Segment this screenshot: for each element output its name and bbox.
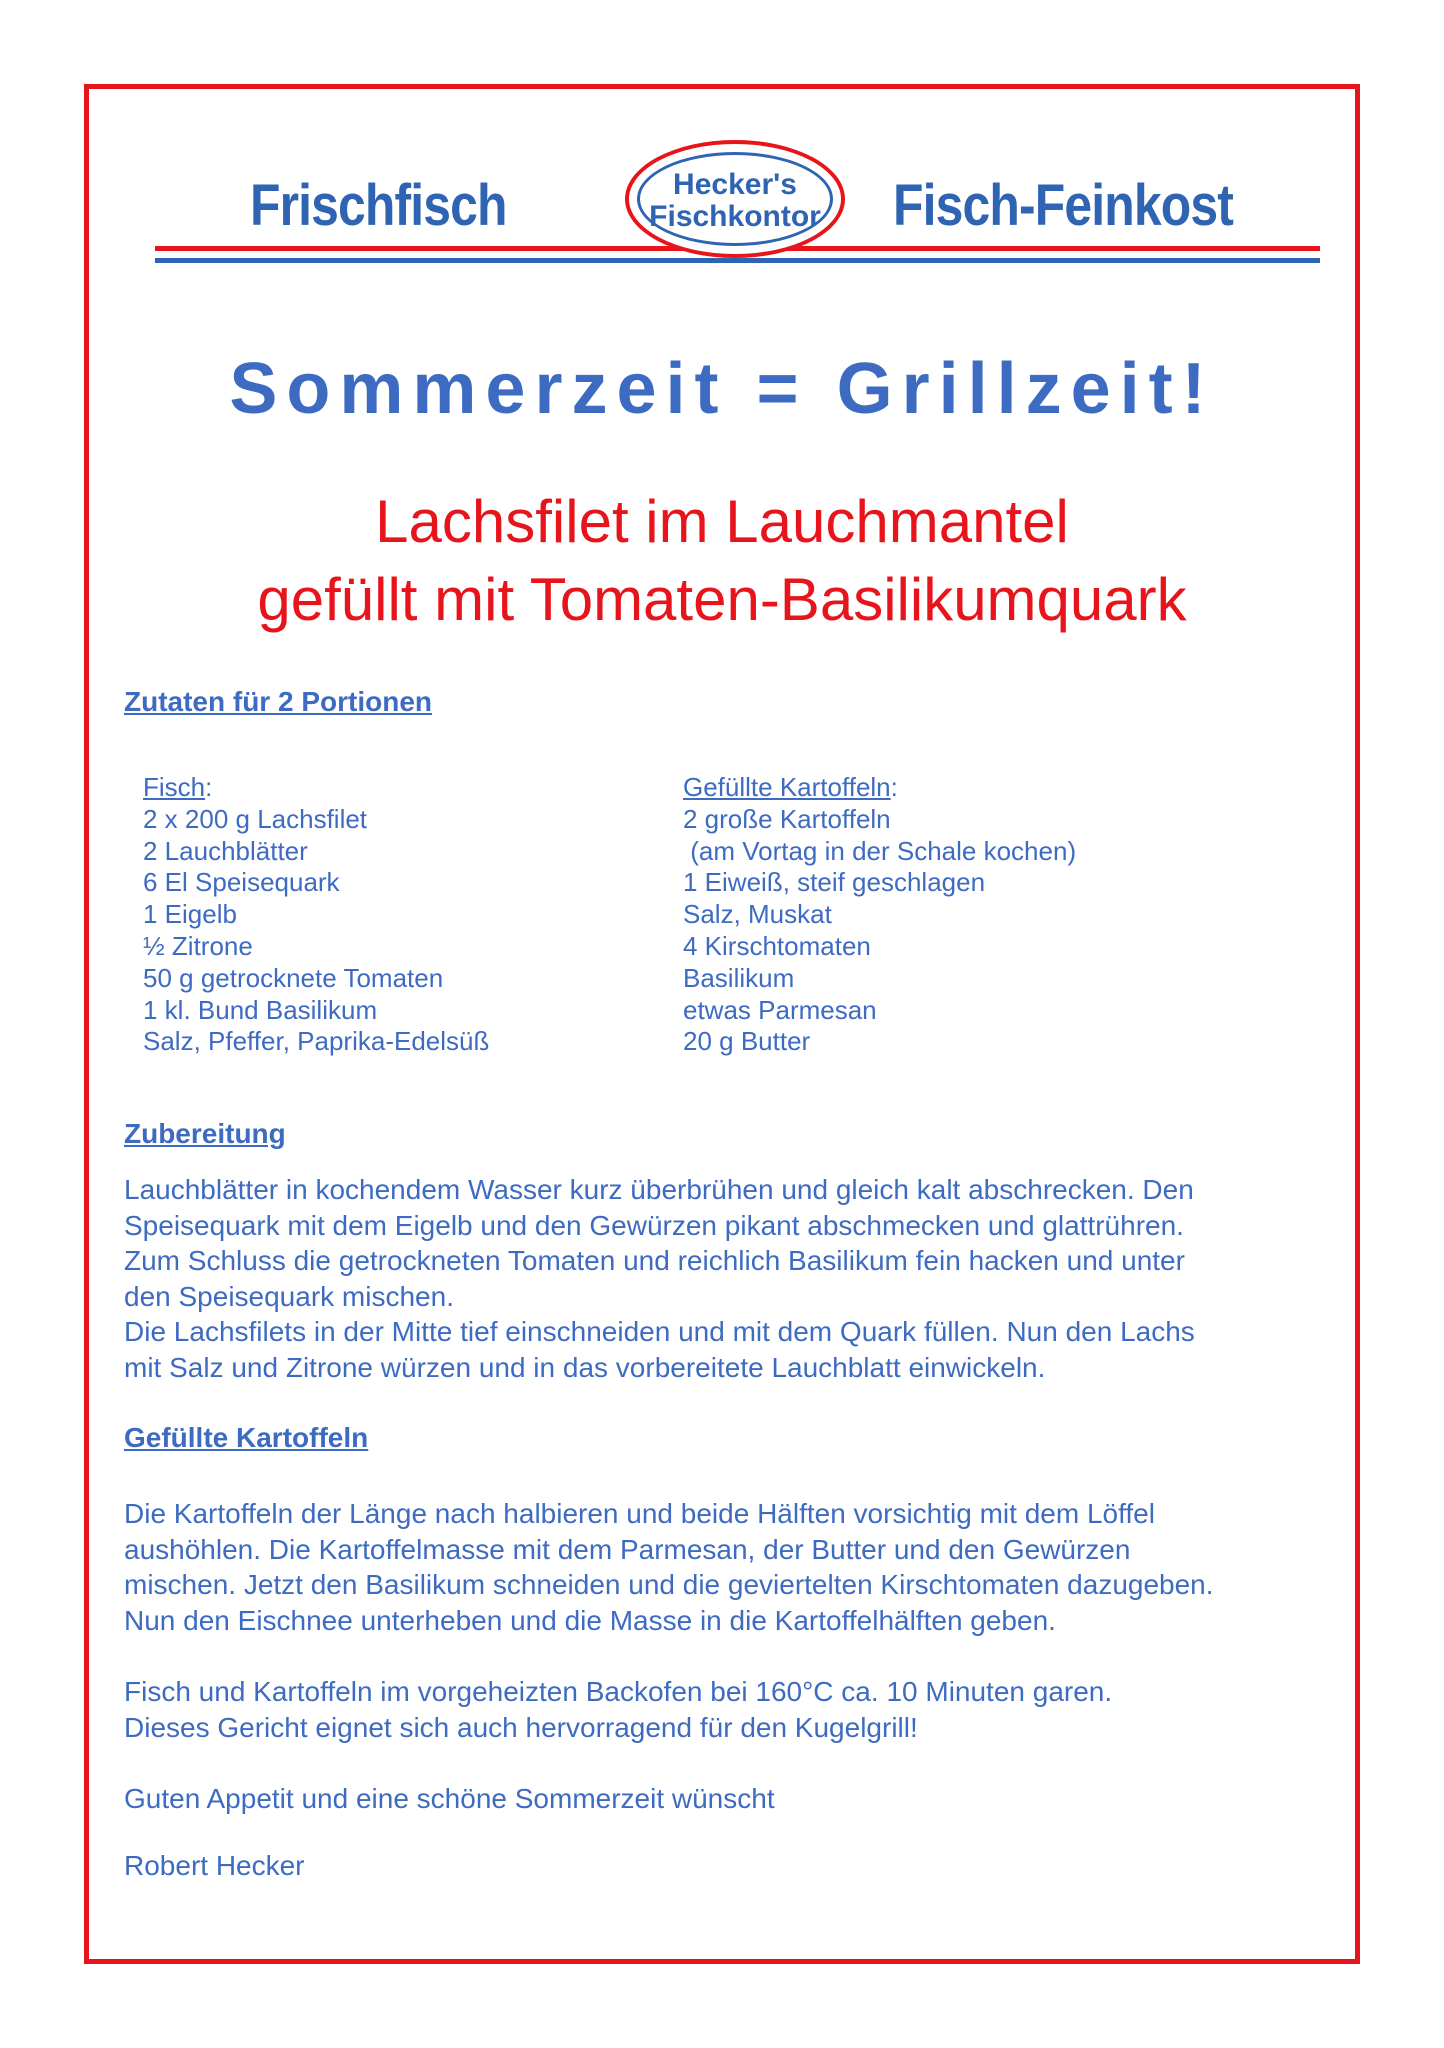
text-line: Fisch und Kartoffeln im vorgeheizten Backofen bei 160°C ca. 10 Minuten garen. [124,1676,1113,1707]
ingredient-item: etwas Parmesan [683,994,877,1025]
logo-line-1: Hecker's [673,168,797,201]
ingredient-item: ½ Zitrone [143,930,253,961]
ingredient-item: Basilikum [683,962,795,993]
fish-ingredients [143,772,489,1058]
ingredient-item: 1 kl. Bund Basilikum [143,994,378,1025]
header-stripe-blue [155,258,1320,263]
potatoes-text [124,1496,1344,1638]
ingredient-item: 6 El Speisequark [143,867,340,898]
header-right-word: Fisch-Feinkost [893,173,1233,238]
ingredient-item: 1 Eiweiß, steif geschlagen [683,867,986,898]
ingredient-item: 2 Lauchblätter [143,835,308,866]
ingredient-item: 4 Kirschtomaten [683,930,871,961]
ingredient-item: 50 g getrocknete Tomaten [143,962,444,993]
text-line: Dieses Gericht eignet sich auch hervorragend für den Kugelgrill! [124,1711,918,1743]
potato-ingredients-label: Gefüllte Kartoffeln: [683,772,898,802]
text-line: Nun den Eischnee unterheben und die Masse in die Kartoffelhälften geben. [124,1604,1056,1636]
preparation-heading: Zubereitung [124,1118,286,1149]
text-line: Zum Schluss die getrockneten Tomaten und reichlich Basilikum fein hacken und unter [124,1245,1185,1276]
text-line: Die Kartoffeln der Länge nach halbieren und beide Hälften vorsichtig mit dem Löffel [124,1498,1155,1529]
headline: Sommerzeit = Grillzeit! [229,349,1215,429]
company-logo [625,140,845,258]
text-line: mischen. Jetzt den Basilikum schneiden und die geviertelten Kirschtomaten dazugeben. [124,1569,1214,1600]
closing-line: Guten Appetit und eine schöne Sommerzeit wünscht [124,1783,775,1814]
cooking-text [124,1674,1344,1745]
header-banner [155,134,1320,274]
logo-line-2: Fischkontor [649,200,821,233]
ingredient-item: 2 große Kartoffeln [683,803,891,834]
ingredient-item: 2 x 200 g Lachsfilet [143,803,368,834]
ingredient-item: 1 Eigelb [143,899,237,930]
signature-name: Robert Hecker [124,1850,305,1881]
text-line: Speisequark mit dem Eigelb und den Gewürzen pikant abschmecken und glattrühren. [124,1209,1184,1241]
recipe-title-line-1: Lachsfilet im Lauchmantel [375,488,1069,555]
text-line: aushöhlen. Die Kartoffelmasse mit dem Parmesan, der Butter und den Gewürzen [124,1533,1131,1565]
signature [124,1848,1344,1884]
text-line: Die Lachsfilets in der Mitte tief einschneiden und mit dem Quark füllen. Nun den Lachs [124,1316,1195,1347]
potatoes-heading: Gefüllte Kartoffeln [124,1422,369,1453]
fish-ingredients-label: Fisch: [143,772,213,802]
closing-text [124,1781,1344,1817]
text-line: Lauchblätter in kochendem Wasser kurz überbrühen und gleich kalt abschrecken. Den [124,1174,1194,1205]
ingredient-item: (am Vortag in der Schale kochen) [683,835,1077,866]
potato-ingredients [683,772,1076,1058]
ingredient-item: Salz, Muskat [683,899,832,930]
header-left-word: Frischfisch [250,173,507,238]
ingredient-item: Salz, Pfeffer, Paprika-Edelsüß [143,1026,490,1057]
fish-label-text: Fisch [143,772,206,802]
ingredients-heading: Zutaten für 2 Portionen [124,686,432,717]
text-line: den Speisequark mischen. [124,1280,454,1312]
ingredient-item: 20 g Butter [683,1026,811,1057]
text-line: mit Salz und Zitrone würzen und in das vorbereitete Lauchblatt einwickeln. [124,1351,1046,1383]
recipe-title-line-2: gefüllt mit Tomaten-Basilikumquark [257,566,1187,633]
potato-label-text: Gefüllte Kartoffeln [683,772,891,802]
preparation-text [124,1172,1344,1385]
